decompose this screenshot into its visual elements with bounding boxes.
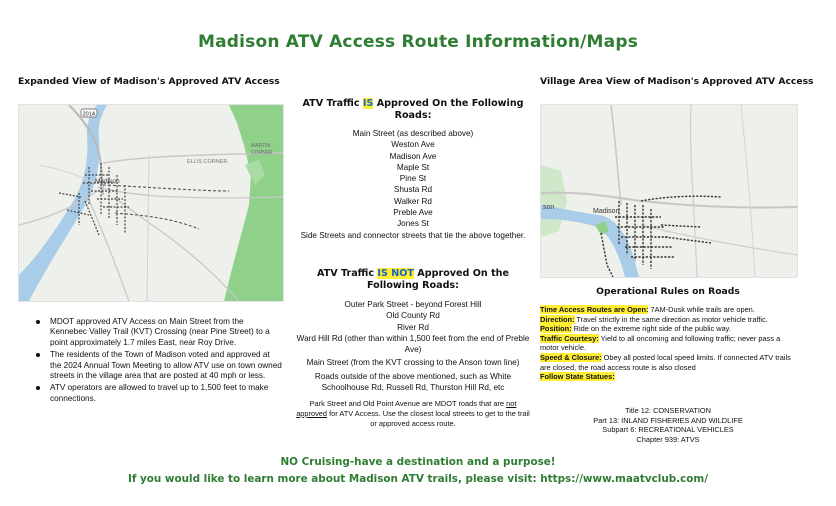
statute-line: Title 12: CONSERVATION — [625, 406, 711, 415]
mdot-note-underlined: not approved — [296, 399, 517, 418]
not-approved-heading — [294, 268, 532, 292]
approved-road: Madison Ave — [389, 151, 437, 161]
approved-road: Jones St — [397, 219, 429, 229]
approved-heading-post: Approved On the Following Roads: — [373, 98, 524, 121]
rule-text: Travel strictly in the same direction as motor vehicle traffic. — [574, 314, 768, 324]
state-statutes — [540, 406, 796, 444]
rule-text: Ride on the extreme right side of the public way. — [571, 324, 731, 334]
map-martin-label: MARTIN — [251, 143, 271, 149]
rule-label: Traffic Courtesy: — [540, 333, 599, 343]
mdot-note-post: for ATV Access. Use the closest local streets to get to the trail or approved access route. — [327, 408, 530, 428]
approved-road: Shusta Rd — [393, 185, 433, 195]
expanded-map — [18, 104, 284, 302]
not-approved-road: Outer Park Street - beyond Forest Hill — [344, 300, 482, 309]
not-approved-heading-pre: ATV Traffic — [316, 268, 378, 279]
rule-text: Obey all posted local speed limits. If connected ATV trails are closed, the road access route is also closed — [540, 352, 791, 372]
not-approved-road: Ward Hill Rd (other than within 1,500 feet from the end of Preble Ave) — [296, 333, 530, 355]
rule-label: Position: — [540, 324, 572, 334]
access-bullets — [36, 317, 282, 406]
rule-item — [540, 372, 798, 382]
approved-roads-list — [294, 128, 532, 241]
not-approved-roads-list — [294, 299, 532, 393]
rule-item — [540, 353, 798, 372]
rule-text: 7AM-Dusk while trails are open. — [648, 305, 755, 314]
approved-road: Weston Ave — [391, 140, 435, 150]
no-cruising-line: NO Cruising-have a destination and a purpose! — [280, 456, 556, 468]
operational-rules — [540, 305, 798, 382]
rule-item — [540, 324, 798, 334]
approved-road: Pine St — [399, 174, 427, 184]
approved-section — [294, 98, 532, 241]
approved-road: Preble Ave — [393, 208, 433, 218]
village-map — [540, 104, 798, 278]
bullet-item: The residents of the Town of Madison voted and approved at the 2024 Annual Town Meeting to allow ATV use on town owned streets in the village area that are posted at 40 mph or less. — [36, 350, 282, 381]
map-ellis-corner-label: ELLIS CORNER — [187, 159, 228, 165]
rule-item — [540, 305, 798, 315]
mdot-note-pre: Park Street and Old Point Avenue are MDOT roads that are — [309, 399, 507, 409]
map-son-label: son — [543, 204, 555, 211]
not-approved-road: Roads outside of the above mentioned, such as White Schoolhouse Rd, Russell Rd, Thurston Hill Rd, etc — [314, 371, 512, 393]
bullet-item: ATV operators are allowed to travel up to 1,500 feet to make connections. — [36, 383, 282, 404]
club-link-line: If you would like to learn more about Madison ATV trails, please visit: https://www.maatvclub.com/ — [127, 473, 709, 485]
not-approved-road: Main Street (from the KVT crossing to the Anson town line) — [306, 358, 520, 368]
map-village-town-label: Madison — [593, 208, 620, 215]
statute-line: Part 13: INLAND FISHERIES AND WILDLIFE — [593, 415, 743, 425]
approved-heading-highlight: IS — [362, 98, 374, 109]
approved-road: Maple St — [396, 162, 430, 172]
not-approved-road: Old County Rd — [386, 311, 440, 321]
rule-text: Yield to all oncoming and following traffic; never pass a motor vehicle. — [540, 333, 781, 353]
approved-heading — [294, 98, 532, 122]
map-town-label: Madison — [95, 178, 120, 185]
not-approved-heading-post: Approved On the Following Roads: — [367, 268, 510, 291]
rule-item — [540, 315, 798, 325]
bullet-item: MDOT approved ATV Access on Main Street from the Kennebec Valley Trail (KVT) Crossing (near Pine Street) to a point approximately 1.7 miles East, near Roy Drive. — [36, 317, 282, 348]
not-approved-section — [294, 268, 532, 428]
rule-label: Direction: — [540, 314, 575, 324]
rule-label: Time Access Routes are Open: — [540, 305, 649, 314]
rule-label: Speed & Closure: — [540, 352, 602, 362]
approved-road: Side Streets and connector streets that tie the above together. — [300, 230, 526, 240]
statute-line: Chapter 939: ATVS — [636, 434, 700, 444]
not-approved-heading-highlight: IS NOT — [377, 268, 414, 279]
route-badge: 201A — [82, 111, 96, 118]
rule-label: Follow State Statues: — [540, 372, 615, 382]
approved-road: Main Street (as described above) — [352, 129, 474, 138]
rule-item — [540, 334, 798, 353]
expanded-view-heading: Expanded View of Madison's Approved ATV Access — [18, 76, 280, 87]
statute-line: Subpart 6: RECREATIONAL VEHICLES — [602, 425, 734, 435]
village-view-heading: Village Area View of Madison's Approved ATV Access — [540, 76, 814, 87]
operational-rules-title: Operational Rules on Roads — [596, 286, 740, 297]
approved-road: Walker Rd — [394, 196, 432, 206]
not-approved-road: River Rd — [397, 322, 429, 332]
map-corner-label: CORNER — [251, 150, 273, 156]
mdot-note — [294, 399, 532, 428]
page-title: Madison ATV Access Route Information/Maps — [197, 32, 639, 52]
approved-heading-pre: ATV Traffic — [302, 98, 363, 109]
